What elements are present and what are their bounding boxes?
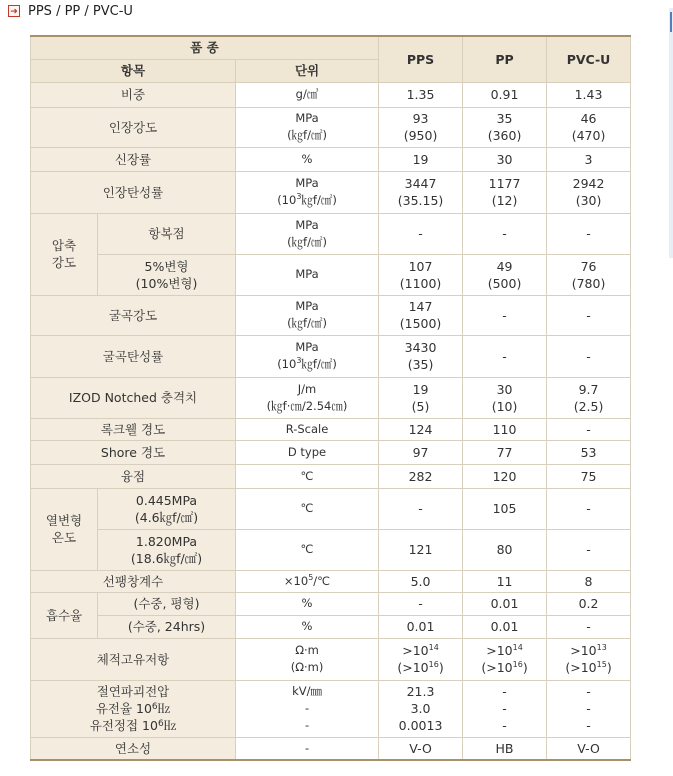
arrow-right-icon: ➜ [8,5,20,17]
pps-value: 93 (950) [379,107,463,147]
pvcu-value: - [547,213,631,254]
pvcu-value: 3 [547,147,631,171]
row-unit: ℃ [236,464,379,488]
pp-value: - [463,335,547,377]
row-unit: % [236,592,379,615]
table-row [31,440,631,464]
pp-value: 110 [463,418,547,440]
table-row [31,335,631,377]
pp-value: 0.01 [463,615,547,638]
compress-group-label: 압축 강도 [31,213,98,295]
pp-value: 0.91 [463,82,547,107]
row-label: 융점 [31,464,236,488]
pps-value: 1.35 [379,82,463,107]
row-unit: ℃ [236,488,379,529]
table-row [31,737,631,760]
right-edge-bar [669,8,673,258]
pps-value: - [379,488,463,529]
row-unit: % [236,147,379,171]
pp-value: 49 (500) [463,254,547,295]
pvcu-value: - - - [547,680,631,737]
row-unit: MPa (㎏f/㎠) [236,295,379,335]
row-unit: MPa (㎏f/㎠) [236,107,379,147]
pps-value: 121 [379,529,463,570]
pvcu-value: 46 (470) [547,107,631,147]
row-label: 굴곡탄성률 [31,335,236,377]
pp-value: 30 (10) [463,377,547,418]
table-row [31,570,631,592]
row-label: 연소성 [31,737,236,760]
pps-value: - [379,213,463,254]
table-row [31,377,631,418]
row-label: (수중, 평형) [98,592,236,615]
pps-value: 282 [379,464,463,488]
pvcu-value: 76 (780) [547,254,631,295]
pvcu-value: $>10^{13}$ $(>10^{15})$ [547,638,631,680]
pvcu-value: - [547,335,631,377]
row-unit: $\times 10^5/℃$ [236,570,379,592]
pvcu-value: - [547,488,631,529]
row-unit: - [236,737,379,760]
row-label: 비중 [31,82,236,107]
pp-value: 105 [463,488,547,529]
pp-value: HB [463,737,547,760]
table-row [31,529,631,570]
item-header: 항목 [31,59,236,82]
table-row [31,464,631,488]
table-row [31,147,631,171]
pp-value: 35 (360) [463,107,547,147]
row-unit: MPa [236,254,379,295]
row-unit: MPa $(10^3㎏f/㎠)$ [236,335,379,377]
table-row [31,680,631,737]
row-label: 0.445MPa (4.6㎏f/㎠) [98,488,236,529]
water-group-label: 흡수율 [31,592,98,638]
pps-value: 21.3 3.0 0.0013 [379,680,463,737]
table-row [31,615,631,638]
row-label: (수중, 24hrs) [98,615,236,638]
table-row [31,82,631,107]
row-unit: J/m (㎏f·㎝/2.54㎝) [236,377,379,418]
row-unit: D type [236,440,379,464]
pps-value: 147 (1500) [379,295,463,335]
row-unit: ℃ [236,529,379,570]
pps-value: V-O [379,737,463,760]
row-unit: % [236,615,379,638]
pps-value: 19 [379,147,463,171]
pp-header: PP [463,36,547,82]
row-label: Shore 경도 [31,440,236,464]
table-row [31,418,631,440]
pp-value: 77 [463,440,547,464]
row-label: 신장률 [31,147,236,171]
row-unit: MPa $(10^3㎏f/㎠)$ [236,171,379,213]
row-unit: g/㎤ [236,82,379,107]
pp-value: 0.01 [463,592,547,615]
pps-value: 3447 (35.15) [379,171,463,213]
grade-header: 품 종 [31,36,379,59]
table-row [31,107,631,147]
pps-value: 5.0 [379,570,463,592]
row-label: 록크웰 경도 [31,418,236,440]
table-row [31,488,631,529]
pps-value: 97 [379,440,463,464]
pvcu-value: 75 [547,464,631,488]
pp-value: - [463,213,547,254]
row-unit: MPa (㎏f/㎠) [236,213,379,254]
table-row [31,638,631,680]
pps-value: 19 (5) [379,377,463,418]
table-row [31,213,631,254]
table-row [31,171,631,213]
pvcu-value: 0.2 [547,592,631,615]
pp-value: 1177 (12) [463,171,547,213]
pvcu-header: PVC-U [547,36,631,82]
breadcrumb-text: PPS / PP / PVC-U [28,3,133,19]
pvcu-value: - [547,529,631,570]
row-unit: R-Scale [236,418,379,440]
pvcu-value: 8 [547,570,631,592]
pps-header: PPS [379,36,463,82]
breadcrumb [8,3,133,19]
pvcu-value: 53 [547,440,631,464]
pvcu-value: V-O [547,737,631,760]
row-label: 1.820MPa (18.6㎏f/㎠) [98,529,236,570]
unit-header: 단위 [236,59,379,82]
pvcu-value: - [547,295,631,335]
pps-value: 0.01 [379,615,463,638]
pps-value: 107 (1100) [379,254,463,295]
pp-value: 11 [463,570,547,592]
pp-value: - [463,295,547,335]
pvcu-value: - [547,418,631,440]
pp-value: - - - [463,680,547,737]
pps-value: $>10^{14}$ $(>10^{16})$ [379,638,463,680]
row-label: 인장탄성률 [31,171,236,213]
row-label: IZOD Notched 충격치 [31,377,236,418]
row-label: 인장강도 [31,107,236,147]
pvcu-value: 2942 (30) [547,171,631,213]
pvcu-value: 9.7 (2.5) [547,377,631,418]
hdt-group-label: 열변형 온도 [31,488,98,570]
row-label: 굴곡강도 [31,295,236,335]
table-row [31,254,631,295]
pp-value: 80 [463,529,547,570]
pps-value: 3430 (35) [379,335,463,377]
scroll-indicator [670,12,672,32]
row-label: 항복점 [98,213,236,254]
row-label: 절연파괴전압 유전율 $10^6㎐$ 유전정접 $10^6㎐$ [31,680,236,737]
row-unit: kV/㎜ - - [236,680,379,737]
table-row [31,295,631,335]
pvcu-value: - [547,615,631,638]
pps-value: - [379,592,463,615]
header-row-1 [31,36,631,59]
pp-value: 30 [463,147,547,171]
row-label: 체적고유저항 [31,638,236,680]
pps-value: 124 [379,418,463,440]
table-row [31,592,631,615]
row-label: 5%변형 (10%변형) [98,254,236,295]
pp-value: $>10^{14}$ $(>10^{16})$ [463,638,547,680]
pp-value: 120 [463,464,547,488]
row-unit: Ω·m (Ω·m) [236,638,379,680]
pvcu-value: 1.43 [547,82,631,107]
row-label: 선팽창계수 [31,570,236,592]
material-spec-table [30,35,631,761]
